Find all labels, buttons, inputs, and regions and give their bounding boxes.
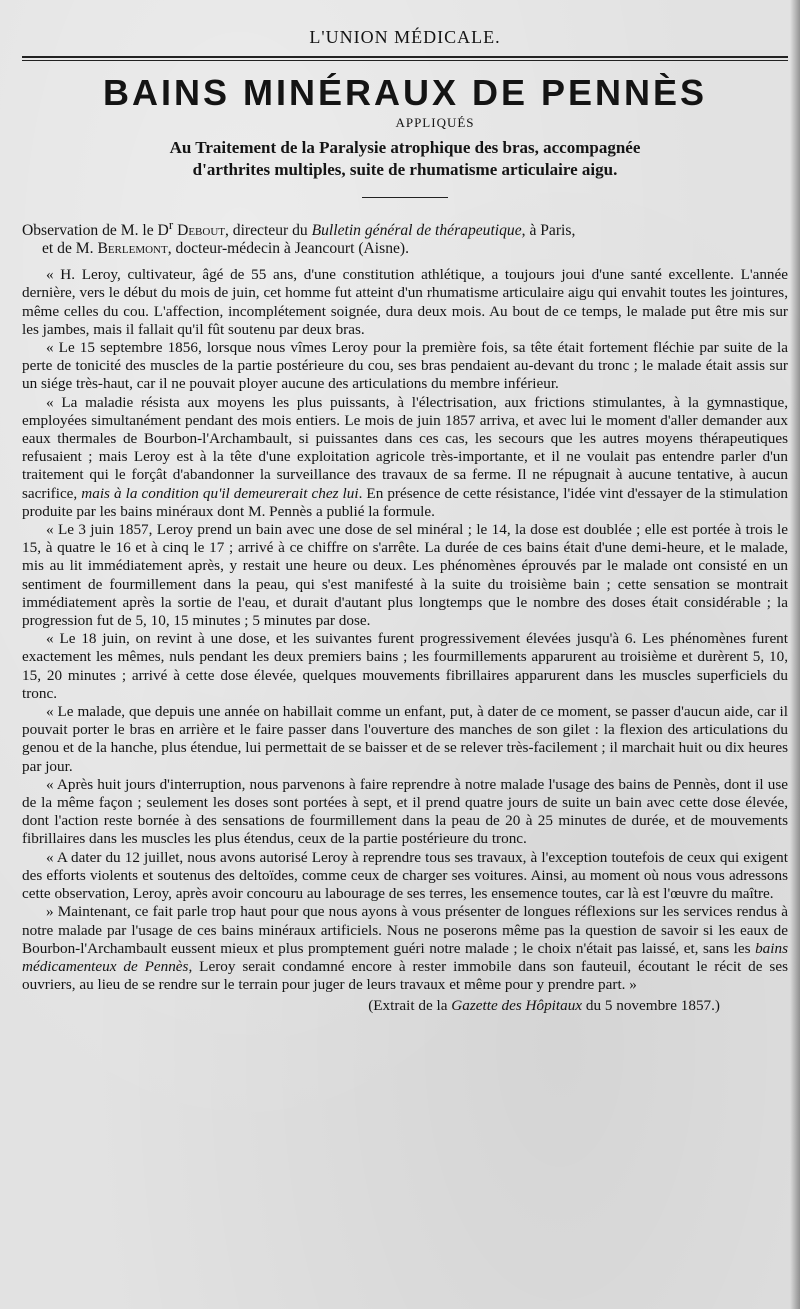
source-suffix: du 5 novembre 1857.) bbox=[582, 997, 720, 1015]
paragraph-4: « Le 3 juin 1857, Leroy prend un bain avec une dose de sel minéral ; le 14, la dose est doublée ; elle est portée à trois le 15, à quatre le 16 et à cinq le 17 ; arrivé à ce chiffre on s'arrête. La durée de ces bains était d'une demi-heure, et le malade, mis au lit immédiatement après, y restait une heure ou deux. Les phénomènes éprouvés par le malade ont consisté en un sentiment de fourmillement dans la peau, qui s'est manifesté à la suite du troisième bain ; cette sensation se montrait immédiatement après la sortie de l'eau, et durait d'autant plus longtemps que le nombre des doses était considérable ; la progression fut de 5, 10, 15 minutes ; 5 minutes par dose. bbox=[22, 521, 788, 630]
source-citation bbox=[22, 996, 720, 1015]
paragraph-3-text-a: « La maladie résista aux moyens les plus puissants, à l'électrisation, aux frictions stimulantes, à la gymnastique, employées simultanément pendant des mois entiers. Le mois de juin 1857 arriva, et avec lui le moment d'aller demander aux eaux thermales de Bourbon-l'Archambault, si puissantes dans ces cas, les secours que les autres moyens thérapeutiques refusaient ; mais Leroy est à la tête d'une exploitation agricole très-importante, et il ne voulait pas entendre parler d'un traitement qui le forçât d'abandonner la surveillance des travaux de sa ferme. Il ne répugnait à aucune tentative, à aucun sacrifice, bbox=[22, 393, 788, 502]
obs-text-4: et de M. bbox=[42, 240, 98, 258]
paragraph-3-italic: mais à la condition qu'il demeurerait chez lui bbox=[81, 484, 359, 502]
page-edge-shadow bbox=[790, 0, 800, 1309]
subhead-line-2: d'arthrites multiples, suite de rhumatisme articulaire aigu. bbox=[192, 160, 618, 179]
obs-line-2 bbox=[22, 240, 788, 258]
paragraph-9-italic: bains médicamenteux de Pennès bbox=[22, 939, 788, 975]
article-subtitle: APPLIQUÉS bbox=[395, 115, 475, 130]
paragraph-6: « Le malade, que depuis une année on habillait comme un enfant, put, à dater de ce moment, se passer d'aucun aide, car il pouvait porter le bras en arrière et le faire passer dans l'ouverture des manches de son gilet : la flexion des articulations du genou et de la hanche, plus étendue, lui permettait de se baisser et de se relever très-facilement ; il marchait huit ou dix heures par jour. bbox=[22, 703, 788, 775]
article-subhead bbox=[22, 137, 788, 181]
article-body bbox=[22, 266, 788, 994]
paragraph-9-text-b: , Leroy serait condamné encore à rester immobile dans son fauteuil, écoutant le récit de ses ouvriers, au lieu de se rendre sur le terrain pour juger de leurs travaux et même pour y prendre part. » bbox=[22, 957, 788, 994]
paragraph-1: « H. Leroy, cultivateur, âgé de 55 ans, d'une constitution athlétique, a toujours joui d'une santé excellente. L'année dernière, vers le début du mois de juin, cet homme fut atteint d'un rhumatisme articulaire aigu qui envahit toutes les jointures, même celles du cou. L'affection, incomplétement soignée, dura deux mois. Au bout de ce temps, le malade put être mis sur les jambes, mais il fallait qu'il fût soutenu par deux bras. bbox=[22, 266, 788, 338]
obs-text-5: , docteur-médecin à Jeancourt (Aisne). bbox=[167, 240, 410, 258]
article-title: BAINS MINÉRAUX DE PENNÈS bbox=[102, 72, 708, 113]
obs-text-3: , à Paris, bbox=[521, 222, 576, 240]
obs-text-2: , directeur du bbox=[225, 222, 312, 240]
paragraph-9 bbox=[22, 903, 788, 994]
obs-author-2: Berlemont bbox=[97, 240, 168, 258]
source-journal: Gazette des Hôpitaux bbox=[451, 997, 583, 1015]
header-rule bbox=[22, 56, 788, 61]
paragraph-5: « Le 18 juin, on revint à une dose, et les suivantes furent progressivement élevées jusqu'à 6. Les phénomènes furent exactement les mêmes, nuls pendant les deux premiers bains ; les fourmillements apparurent au troisième et durèrent 5, 10, 15, 20 minutes ; arrivé à cette dose élevée, quelques mouvements fibrillaires apparurent dans les muscles superficiels du tronc. bbox=[22, 630, 788, 702]
obs-text-1: Observation de M. le D bbox=[22, 222, 169, 240]
paragraph-3 bbox=[22, 394, 788, 521]
paragraph-7: « Après huit jours d'interruption, nous parvenons à faire reprendre à notre malade l'usage des bains de Pennès, dont il use de la même façon ; seulement les doses sont portées à sept, et il prend quatre jours de suite un bain avec cette dose élevée, dont l'action reste bornée à des sensations de fourmillement dans la peau de 20 à 25 minutes de durée, et de mouvements fibrillaires dans les muscles les plus étendus, ceux de la partie postérieure du tronc. bbox=[22, 775, 788, 848]
obs-author-1: Debout bbox=[177, 222, 225, 240]
observation-credit bbox=[22, 216, 788, 258]
paragraph-3-text-b: . En présence de cette résistance, l'idée vint d'essayer de la stimulation produite par les bains minéraux dont M. Pennès a publié la formule. bbox=[22, 484, 789, 520]
obs-journal: Bulletin général de thérapeutique bbox=[311, 222, 522, 240]
subhead-line-1: Au Traitement de la Paralysie atrophique des bras, accompagnée bbox=[169, 138, 641, 157]
section-divider bbox=[362, 197, 448, 198]
paragraph-8: « A dater du 12 juillet, nous avons autorisé Leroy à reprendre tous ses travaux, à l'exception toutefois de ceux qui exigent des efforts violents et soutenus des deltoïdes, comme ceux de charger ses voitures. Ainsi, au moment où nous vous adressons cette observation, Leroy, après avoir concouru au labourage de ses terres, les ensemence toutes, car là est l'œuvre du maître. bbox=[22, 848, 788, 903]
paragraph-9-text-a: » Maintenant, ce fait parle trop haut pour que nous ayons à vous présenter de longues réflexions sur les services rendus à notre malade par l'usage de ces bains minéraux artificiels. Nous ne poserons même pas la question de savoir si les eaux de Bourbon-l'Archambault eussent mieux et plus promptement guéri notre malade ; le choix n'était pas laissé, et, sans les bbox=[22, 903, 788, 957]
running-head: L'UNION MÉDICALE. bbox=[309, 27, 501, 47]
paragraph-2: « Le 15 septembre 1856, lorsque nous vîmes Leroy pour la première fois, sa tête était fortement fléchie par suite de la perte de tonicité des muscles de la partie postérieure du cou, ses bras pendaient au-devant du tronc ; le malade était assis sur un siége très-haut, car il ne pouvait ployer aucune des articulations du membre inférieur. bbox=[22, 339, 788, 393]
obs-sup: r bbox=[168, 217, 174, 232]
source-prefix: (Extrait de la bbox=[368, 997, 452, 1015]
